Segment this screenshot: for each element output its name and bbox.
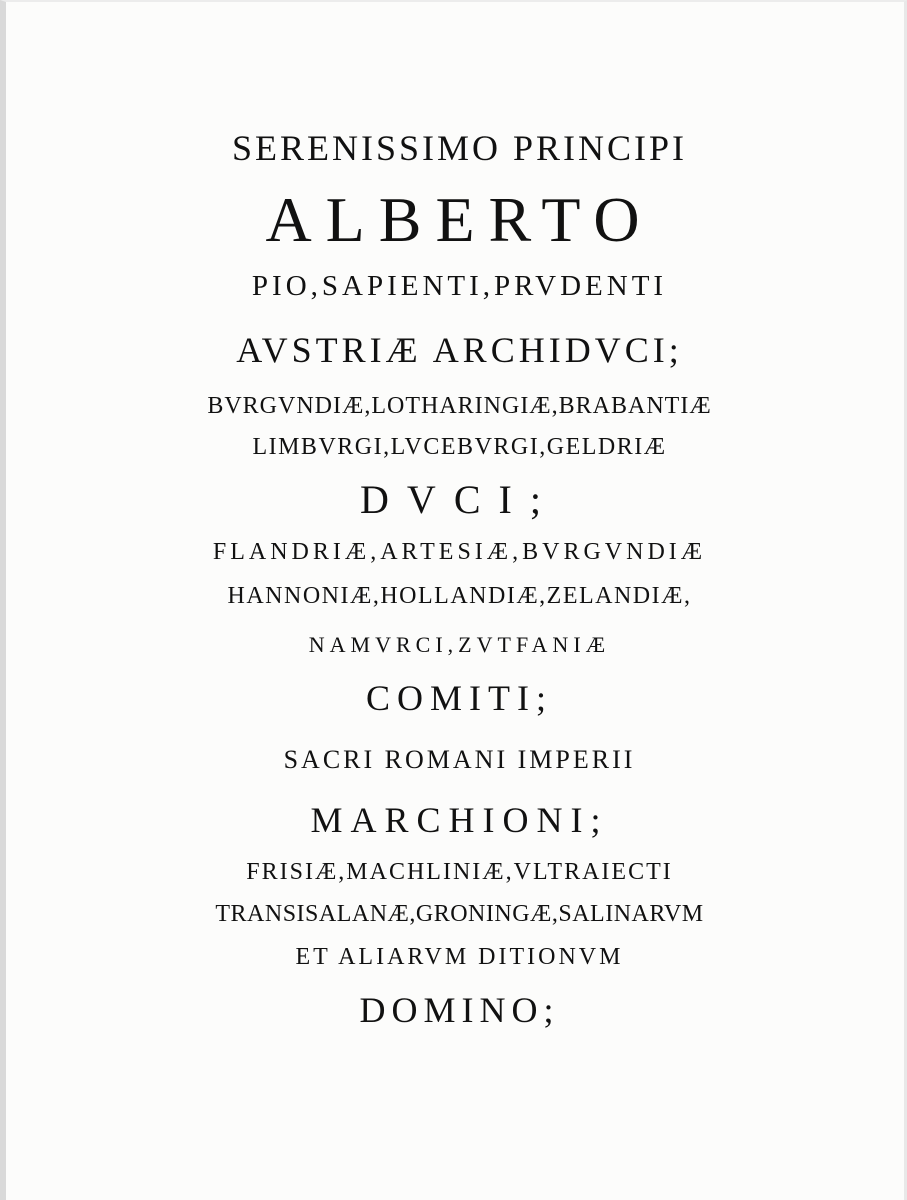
- dedication-line-5: BVRGVNDIÆ,LOTHARINGIÆ,BRABANTIÆ: [207, 393, 712, 419]
- dedication-line-9: HANNONIÆ,HOLLANDIÆ,ZELANDIÆ,: [227, 583, 692, 609]
- dedication-line-1: SERENISSIMO PRINCIPI: [231, 128, 688, 168]
- dedication-line-2: ALBERTO: [265, 184, 654, 255]
- dedication-line-4: AVSTRIÆ ARCHIDVCI;: [236, 330, 683, 370]
- dedication-line-13: MARCHIONI;: [310, 800, 609, 840]
- dedication-line-10: NAMVRCI,ZVTFANIÆ: [308, 632, 611, 657]
- dedication-line-17: DOMINO;: [359, 990, 560, 1030]
- dedication-line-15: TRANSISALANÆ,GRONINGÆ,SALINARVM: [215, 901, 704, 927]
- dedication-line-3: PIO,SAPIENTI,PRVDENTI: [251, 270, 668, 302]
- dedication-line-11: COMITI;: [366, 678, 553, 718]
- dedication-line-8: FLANDRIÆ,ARTESIÆ,BVRGVNDIÆ: [212, 539, 707, 565]
- dedication-line-7: DVCI;: [360, 477, 559, 522]
- dedication-line-16: ET ALIARVM DITIONVM: [295, 944, 624, 970]
- dedication-line-12: SACRI ROMANI IMPERII: [283, 745, 636, 774]
- dedication-line-6: LIMBVRGI,LVCEBVRGI,GELDRIÆ: [252, 434, 667, 460]
- dedication-line-14: FRISIÆ,MACHLINIÆ,VLTRAIECTI: [246, 859, 673, 885]
